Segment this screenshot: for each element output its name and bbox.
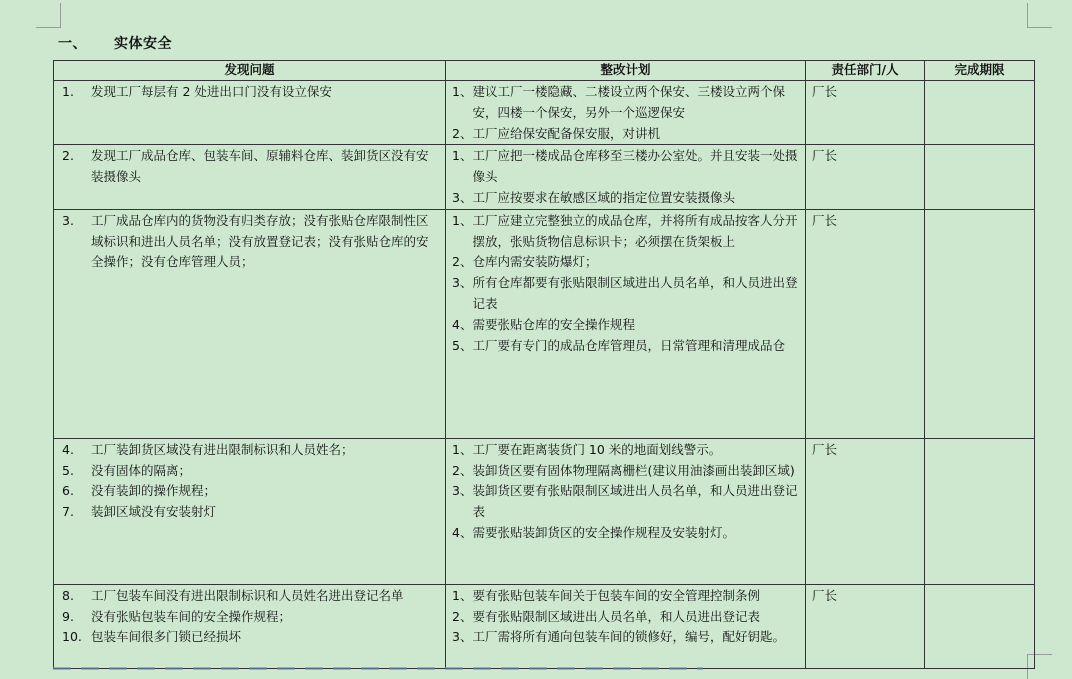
page-corner-mark-top-right	[1027, 3, 1052, 28]
plan-cell	[446, 438, 806, 584]
plan-text: 工厂要有专门的成品仓库管理员，日常管理和清理成品仓	[472, 337, 785, 353]
plan-item	[452, 188, 800, 209]
issue-item	[62, 82, 440, 103]
plan-item	[452, 607, 800, 628]
dept-text: 厂长	[812, 84, 838, 99]
plan-number: 3、	[452, 275, 473, 291]
plan-text: 需要张贴装卸货区的安全操作规程及安装射灯。	[472, 524, 735, 540]
dept-cell	[806, 584, 925, 668]
plan-item	[452, 252, 800, 273]
dept-text: 厂长	[812, 212, 838, 228]
dept-cell	[806, 438, 925, 584]
issue-cell	[54, 81, 446, 145]
plan-number: 4、	[452, 524, 473, 540]
issue-cell	[54, 438, 446, 584]
dept-text: 厂长	[812, 587, 838, 603]
issue-text: 工厂装卸货区域没有进出限制标识和人员姓名；	[91, 441, 354, 457]
plan-cell	[446, 584, 806, 668]
issue-cell	[54, 145, 446, 209]
deadline-cell	[925, 438, 1035, 584]
plan-text: 工厂要在距离装货门 10 米的地面划线警示。	[472, 441, 722, 457]
plan-text: 工厂应建立完整独立的成品仓库，并将所有成品按客人分开摆放，张贴货物信息标识卡；必须摆在货架板上	[472, 212, 798, 249]
issue-number: 10.	[62, 629, 82, 645]
deadline-cell	[925, 584, 1035, 668]
plan-item	[452, 440, 800, 461]
issue-text: 没有张贴包装车间的安全操作规程；	[91, 608, 292, 624]
header-deadline: 完成期限	[925, 61, 1035, 81]
section-title: 实体安全	[114, 36, 172, 52]
table-header-row	[54, 61, 1035, 81]
plan-number: 1、	[452, 148, 473, 164]
dept-text: 厂长	[812, 441, 838, 457]
dept-cell	[806, 145, 925, 209]
plan-cell	[446, 145, 806, 209]
table-row	[54, 81, 1035, 145]
plan-item	[452, 315, 800, 336]
issue-number: 3.	[62, 212, 74, 228]
plan-text: 工厂应按要求在敏感区域的指定位置安装摄像头	[472, 189, 735, 205]
plan-text: 工厂应把一楼成品仓库移至三楼办公室处。并且安装一处摄像头	[472, 148, 798, 185]
dept-text: 厂长	[812, 148, 838, 164]
header-plan: 整改计划	[446, 61, 806, 81]
issue-text: 装卸区域没有安装射灯	[91, 504, 217, 520]
plan-item	[452, 146, 800, 188]
plan-item	[452, 82, 800, 124]
issue-item	[62, 211, 440, 273]
plan-number: 2、	[452, 125, 473, 141]
plan-text: 需要张贴仓库的安全操作规程	[472, 316, 635, 332]
issue-text: 工厂包装车间没有进出限制标识和人员姓名进出登记名单	[91, 587, 404, 603]
plan-number: 3、	[452, 189, 473, 205]
issue-number: 7.	[62, 504, 74, 520]
section-number: 一、	[58, 36, 87, 52]
issue-text: 包装车间很多门锁已经损坏	[91, 629, 242, 645]
plan-item	[452, 586, 800, 607]
plan-number: 3、	[452, 483, 473, 499]
plan-text: 工厂需将所有通向包装车间的锁修好，编号，配好钥匙。	[472, 629, 785, 645]
plan-number: 1、	[452, 212, 473, 228]
issue-text: 没有装卸的操作规程；	[91, 483, 217, 499]
header-issue: 发现问题	[54, 61, 446, 81]
issue-cell	[54, 584, 446, 668]
table-row	[54, 209, 1035, 438]
plan-text: 装卸货区要有张贴限制区域进出人员名单，和人员进出登记表	[472, 483, 798, 520]
plan-cell	[446, 81, 806, 145]
plan-number: 5、	[452, 337, 473, 353]
plan-item	[452, 336, 800, 357]
plan-number: 2、	[452, 254, 473, 270]
issue-number: 4.	[62, 441, 74, 457]
plan-number: 1、	[452, 84, 473, 99]
plan-item	[452, 523, 800, 544]
plan-item	[452, 627, 800, 648]
plan-item	[452, 211, 800, 253]
plan-number: 1、	[452, 587, 473, 603]
issue-text: 没有固体的隔离；	[91, 462, 192, 478]
plan-text: 要有张贴包装车间关于包装车间的安全管理控制条例	[472, 587, 760, 603]
plan-text: 仓库内需安装防爆灯；	[472, 254, 598, 270]
issue-item	[62, 481, 440, 502]
plan-cell	[446, 209, 806, 438]
dept-cell	[806, 81, 925, 145]
plan-text: 所有仓库都要有张贴限制区域进出人员名单，和人员进出登记表	[472, 275, 798, 311]
issue-item	[62, 461, 440, 482]
page-corner-mark-top-left	[36, 3, 61, 28]
issue-number: 1.	[62, 84, 74, 99]
issue-item	[62, 607, 440, 628]
plan-text: 工厂应给保安配备保安服，对讲机	[472, 125, 660, 141]
plan-text: 装卸货区要有固体物理隔离栅栏(建议用油漆画出装卸区域)	[472, 462, 795, 478]
issue-number: 5.	[62, 462, 74, 478]
section-heading	[58, 33, 172, 53]
deadline-cell	[925, 145, 1035, 209]
deadline-cell	[925, 209, 1035, 438]
header-dept: 责任部门/人	[806, 61, 925, 81]
issue-number: 8.	[62, 587, 74, 603]
table-row	[54, 584, 1035, 668]
issue-item	[62, 146, 440, 188]
table-row	[54, 145, 1035, 209]
issue-item	[62, 440, 440, 461]
next-page-text-hint	[53, 667, 703, 670]
plan-item	[452, 481, 800, 523]
plan-number: 2、	[452, 608, 473, 624]
deadline-cell	[925, 81, 1035, 145]
plan-text: 建议工厂一楼隐藏、二楼设立两个保安、三楼设立两个保安，四楼一个保安，另外一个巡逻保安	[472, 84, 785, 120]
plan-item	[452, 461, 800, 482]
issue-number: 2.	[62, 148, 74, 164]
issue-number: 6.	[62, 483, 74, 499]
dept-cell	[806, 209, 925, 438]
rectification-table	[53, 60, 1035, 669]
plan-number: 3、	[452, 629, 473, 645]
plan-number: 4、	[452, 316, 473, 332]
issue-item	[62, 502, 440, 523]
plan-number: 1、	[452, 441, 473, 457]
issue-text: 工厂成品仓库内的货物没有归类存放；没有张贴仓库限制性区域标识和进出人员名单；没有放置登记表；没有张贴仓库的安全操作；没有仓库管理人员；	[91, 212, 429, 270]
plan-item	[452, 273, 800, 315]
issue-number: 9.	[62, 608, 74, 624]
plan-number: 2、	[452, 462, 473, 478]
plan-item	[452, 124, 800, 145]
table-row	[54, 438, 1035, 584]
issue-item	[62, 586, 440, 607]
issue-text: 发现工厂每层有 2 处进出口门没有设立保安	[91, 84, 332, 99]
issue-cell	[54, 209, 446, 438]
issue-item	[62, 627, 440, 648]
issue-text: 发现工厂成品仓库、包装车间、原辅料仓库、装卸货区没有安装摄像头	[91, 148, 429, 185]
plan-text: 要有张贴限制区域进出人员名单，和人员进出登记表	[472, 608, 760, 624]
